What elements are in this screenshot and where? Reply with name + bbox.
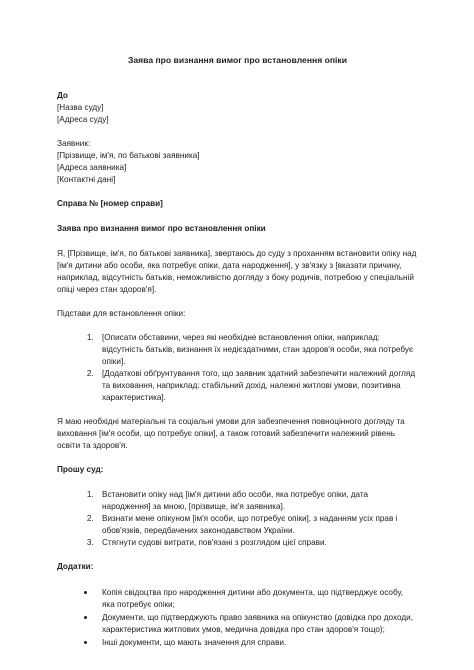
request-item: 1. Встановити опіку над [ім'я дитини або особи, яка потребує опіки, дата народження] за мною, [прізвище, ім'я заявника]. [96, 489, 418, 513]
case-number: Справа № [номер справи] [57, 199, 163, 208]
applicant-contacts: [Контактні дані] [57, 175, 116, 184]
document-title: Заява про визнання вимог про встановлення опіки [127, 55, 348, 65]
grounds-item: 1. [Описати обставини, через які необхідне встановлення опіки, наприклад: відсутність батьків, визнання їх недієздатними, стан здоров'я особи, яка потребує опіки]. [96, 332, 418, 368]
applicant-label: Заявник: [57, 139, 91, 148]
addressee-label: До [57, 91, 68, 100]
court-name: [Назва суду] [57, 103, 104, 112]
attachment-item: • Інші документи, що мають значення для справи. [96, 636, 418, 649]
intro-paragraph: Я, [Прізвище, ім'я, по батькові заявника], звертаюсь до суду з проханням встановити опіку над [ім'я дитини або особи, яка потребує опіки, дата народження], у зв'язку з [вказати причину, наприклад, відсутність батьків, неможливістю догляду з боку родичів, потребою у спеціальній опіці через стан здоров'я]. [57, 249, 417, 294]
addressee-block [57, 90, 418, 126]
court-address: [Адреса суду] [57, 115, 109, 124]
grounds-heading: Підстави для встановлення опіки: [57, 309, 186, 318]
attachment-item: • Копія свідоцтва про народження дитини або документа, що підтверджує особу, яка потребує опіки; [96, 586, 418, 611]
applicant-name: [Прізвище, ім'я, по батькові заявника] [57, 151, 200, 160]
ability-paragraph: Я маю необхідні матеріальні та соціальні умови для забезпечення повноцінного догляду та виховання [ім'я особи, що потребує опіки], а також готовий забезпечити належний рівень освіти та здоров'я. [57, 417, 405, 450]
request-item: 3. Стягнути судові витрати, пов'язані з розглядом цієї справи. [96, 537, 418, 549]
grounds-list [57, 332, 418, 404]
request-item: 2. Визнати мене опікуном [ім'я особи, що потребує опіки], з наданням усіх прав і обов'язків, передбачених законодавством України. [96, 513, 418, 537]
attachments-list [57, 586, 418, 649]
requests-heading: Прошу суд: [57, 465, 104, 474]
grounds-item: 2. [Додаткові обґрунтування того, що заявник здатний забезпечити належний догляд та виховання, наприклад: стабільний дохід, належні житлові умови, позитивна характеристика]. [96, 368, 418, 404]
attachment-item: • Документи, що підтверджують право заявника на опікунство (довідка про доходи, характеристика житлових умов, медична довідка про стан здоров'я тощо); [96, 611, 418, 636]
requests-list [57, 489, 418, 549]
document-subject: Заява про визнання вимог про встановлення опіки [57, 224, 266, 233]
applicant-block [57, 138, 418, 186]
applicant-address: [Адреса заявника] [57, 163, 127, 172]
attachments-heading: Додатки: [57, 562, 94, 571]
